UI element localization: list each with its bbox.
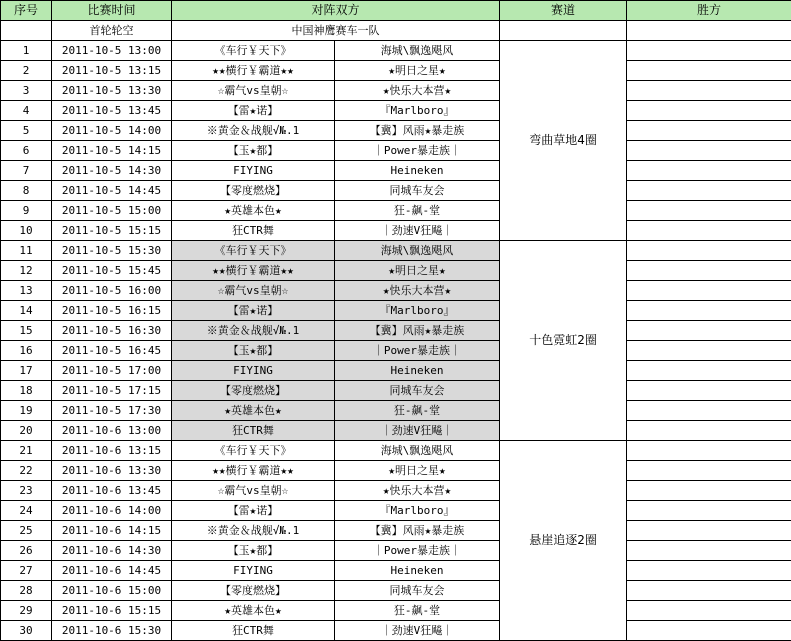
match-number: 1 <box>1 41 52 61</box>
team-a: ☆霸气vs皇朝☆ <box>172 481 335 501</box>
winner-cell[interactable] <box>627 241 791 261</box>
match-time: 2011-10-6 14:00 <box>52 501 172 521</box>
team-a: ★英雄本色★ <box>172 601 335 621</box>
winner-cell[interactable] <box>627 81 791 101</box>
header-seq: 序号 <box>1 1 52 21</box>
match-number: 21 <box>1 441 52 461</box>
team-a: ※黄金＆战舰√№.1 <box>172 321 335 341</box>
match-number: 26 <box>1 541 52 561</box>
match-number: 14 <box>1 301 52 321</box>
match-time: 2011-10-6 14:30 <box>52 541 172 561</box>
team-b: ★明日之星★ <box>335 261 500 281</box>
bye-row <box>1 21 791 41</box>
match-row <box>1 281 791 301</box>
team-a: 【玉★都】 <box>172 341 335 361</box>
match-time: 2011-10-5 16:00 <box>52 281 172 301</box>
team-b: ｜劲速V狂飚｜ <box>335 421 500 441</box>
winner-cell[interactable] <box>627 621 791 641</box>
match-row <box>1 181 791 201</box>
team-b: 海城\飘逸飓风 <box>335 41 500 61</box>
match-time: 2011-10-6 13:00 <box>52 421 172 441</box>
winner-cell[interactable] <box>627 461 791 481</box>
team-b: 『Marlboro』 <box>335 501 500 521</box>
winner-cell[interactable] <box>627 401 791 421</box>
winner-cell[interactable] <box>627 561 791 581</box>
venue-cell: 弯曲草地4圈 <box>500 41 627 241</box>
match-number: 9 <box>1 201 52 221</box>
team-a: ★英雄本色★ <box>172 201 335 221</box>
team-a: ※黄金＆战舰√№.1 <box>172 121 335 141</box>
winner-cell[interactable] <box>627 161 791 181</box>
match-time: 2011-10-5 15:45 <box>52 261 172 281</box>
team-b: ｜Power暴走族｜ <box>335 541 500 561</box>
winner-cell[interactable] <box>627 301 791 321</box>
winner-cell[interactable] <box>627 281 791 301</box>
match-time: 2011-10-6 15:15 <box>52 601 172 621</box>
team-a: ☆霸气vs皇朝☆ <box>172 281 335 301</box>
team-a: 【玉★都】 <box>172 141 335 161</box>
header-time: 比赛时间 <box>52 1 172 21</box>
venue-cell: 十色霓虹2圈 <box>500 241 627 441</box>
match-row <box>1 161 791 181</box>
match-row <box>1 541 791 561</box>
team-b: 狂-飙-堂 <box>335 401 500 421</box>
match-number: 15 <box>1 321 52 341</box>
match-number: 18 <box>1 381 52 401</box>
match-row <box>1 261 791 281</box>
winner-cell[interactable] <box>627 581 791 601</box>
team-b: ｜Power暴走族｜ <box>335 141 500 161</box>
team-b: 【冀】风雨★暴走族 <box>335 121 500 141</box>
match-time: 2011-10-5 17:00 <box>52 361 172 381</box>
team-b: 狂-飙-堂 <box>335 201 500 221</box>
winner-cell[interactable] <box>627 261 791 281</box>
match-row <box>1 521 791 541</box>
bye-winner-cell[interactable] <box>627 21 791 41</box>
match-number: 7 <box>1 161 52 181</box>
match-row <box>1 241 791 261</box>
team-a: 【零度燃烧】 <box>172 381 335 401</box>
bye-label: 首轮轮空 <box>52 21 172 41</box>
match-time: 2011-10-5 14:45 <box>52 181 172 201</box>
team-b: Heineken <box>335 561 500 581</box>
team-a: ★英雄本色★ <box>172 401 335 421</box>
match-time: 2011-10-6 13:15 <box>52 441 172 461</box>
match-number: 11 <box>1 241 52 261</box>
winner-cell[interactable] <box>627 201 791 221</box>
bye-team: 中国神鹰赛车一队 <box>172 21 500 41</box>
team-b: Heineken <box>335 161 500 181</box>
match-row <box>1 81 791 101</box>
match-row <box>1 481 791 501</box>
team-b: ★明日之星★ <box>335 461 500 481</box>
match-number: 3 <box>1 81 52 101</box>
match-number: 13 <box>1 281 52 301</box>
match-time: 2011-10-5 16:15 <box>52 301 172 321</box>
header-winner: 胜方 <box>627 1 791 21</box>
match-time: 2011-10-5 16:45 <box>52 341 172 361</box>
winner-cell[interactable] <box>627 501 791 521</box>
match-number: 25 <box>1 521 52 541</box>
team-a: ※黄金＆战舰√№.1 <box>172 521 335 541</box>
winner-cell[interactable] <box>627 61 791 81</box>
match-row <box>1 381 791 401</box>
match-time: 2011-10-5 13:00 <box>52 41 172 61</box>
team-a: ★★横行￥霸道★★ <box>172 61 335 81</box>
team-b: 同城车友会 <box>335 381 500 401</box>
match-row <box>1 121 791 141</box>
winner-cell[interactable] <box>627 381 791 401</box>
team-b: 狂-飙-堂 <box>335 601 500 621</box>
team-a: ★★横行￥霸道★★ <box>172 261 335 281</box>
match-time: 2011-10-6 15:00 <box>52 581 172 601</box>
winner-cell[interactable] <box>627 541 791 561</box>
team-a: 【零度燃烧】 <box>172 581 335 601</box>
match-number: 19 <box>1 401 52 421</box>
match-row <box>1 461 791 481</box>
winner-cell[interactable] <box>627 481 791 501</box>
match-time: 2011-10-5 14:15 <box>52 141 172 161</box>
team-b: 『Marlboro』 <box>335 101 500 121</box>
winner-cell[interactable] <box>627 601 791 621</box>
team-a: 狂CTR舞 <box>172 421 335 441</box>
match-number: 23 <box>1 481 52 501</box>
match-row <box>1 501 791 521</box>
match-row <box>1 201 791 221</box>
match-time: 2011-10-6 14:15 <box>52 521 172 541</box>
match-number: 4 <box>1 101 52 121</box>
team-b: ｜劲速V狂飚｜ <box>335 621 500 641</box>
winner-cell[interactable] <box>627 521 791 541</box>
winner-cell[interactable] <box>627 101 791 121</box>
team-a: ☆霸气vs皇朝☆ <box>172 81 335 101</box>
team-a: 【雷★诺】 <box>172 501 335 521</box>
winner-cell[interactable] <box>627 221 791 241</box>
match-time: 2011-10-5 14:00 <box>52 121 172 141</box>
match-number: 30 <box>1 621 52 641</box>
match-time: 2011-10-6 15:30 <box>52 621 172 641</box>
match-number: 17 <box>1 361 52 381</box>
match-time: 2011-10-5 17:15 <box>52 381 172 401</box>
match-row <box>1 101 791 121</box>
team-a: 【雷★诺】 <box>172 101 335 121</box>
match-time: 2011-10-6 14:45 <box>52 561 172 581</box>
match-time: 2011-10-5 14:30 <box>52 161 172 181</box>
winner-cell[interactable] <box>627 441 791 461</box>
match-number: 24 <box>1 501 52 521</box>
winner-cell[interactable] <box>627 41 791 61</box>
team-a: 狂CTR舞 <box>172 221 335 241</box>
winner-cell[interactable] <box>627 121 791 141</box>
team-a: 【玉★都】 <box>172 541 335 561</box>
team-a: 《车行￥天下》 <box>172 241 335 261</box>
match-row <box>1 561 791 581</box>
match-row <box>1 581 791 601</box>
bye-seq-cell <box>1 21 52 41</box>
match-time: 2011-10-5 17:30 <box>52 401 172 421</box>
team-b: 『Marlboro』 <box>335 301 500 321</box>
match-row <box>1 621 791 641</box>
team-a: 【零度燃烧】 <box>172 181 335 201</box>
winner-cell[interactable] <box>627 421 791 441</box>
team-b: ｜Power暴走族｜ <box>335 341 500 361</box>
match-number: 28 <box>1 581 52 601</box>
match-time: 2011-10-5 15:30 <box>52 241 172 261</box>
match-row <box>1 41 791 61</box>
team-a: 《车行￥天下》 <box>172 41 335 61</box>
team-b: ★快乐大本营★ <box>335 481 500 501</box>
team-a: 《车行￥天下》 <box>172 441 335 461</box>
team-b: ★快乐大本营★ <box>335 81 500 101</box>
winner-cell[interactable] <box>627 341 791 361</box>
match-time: 2011-10-6 13:45 <box>52 481 172 501</box>
match-row <box>1 321 791 341</box>
winner-cell[interactable] <box>627 321 791 341</box>
team-b: ★明日之星★ <box>335 61 500 81</box>
match-time: 2011-10-5 15:15 <box>52 221 172 241</box>
header-matchup: 对阵双方 <box>172 1 500 21</box>
team-a: FIYING <box>172 161 335 181</box>
team-b: 海城\飘逸飓风 <box>335 441 500 461</box>
match-number: 2 <box>1 61 52 81</box>
team-b: 同城车友会 <box>335 181 500 201</box>
team-a: FIYING <box>172 561 335 581</box>
team-b: 【冀】风雨★暴走族 <box>335 321 500 341</box>
match-row <box>1 61 791 81</box>
match-number: 10 <box>1 221 52 241</box>
match-number: 29 <box>1 601 52 621</box>
match-time: 2011-10-5 13:15 <box>52 61 172 81</box>
match-row <box>1 441 791 461</box>
bye-track-cell <box>500 21 627 41</box>
team-b: 海城\飘逸飓风 <box>335 241 500 261</box>
match-time: 2011-10-5 13:30 <box>52 81 172 101</box>
winner-cell[interactable] <box>627 141 791 161</box>
match-number: 5 <box>1 121 52 141</box>
match-time: 2011-10-5 13:45 <box>52 101 172 121</box>
match-row <box>1 421 791 441</box>
team-a: 【雷★诺】 <box>172 301 335 321</box>
team-b: 【冀】风雨★暴走族 <box>335 521 500 541</box>
team-b: 同城车友会 <box>335 581 500 601</box>
match-row <box>1 341 791 361</box>
team-a: FIYING <box>172 361 335 381</box>
team-b: Heineken <box>335 361 500 381</box>
header-row <box>1 1 791 21</box>
team-b: ★快乐大本营★ <box>335 281 500 301</box>
team-b: ｜劲速V狂飚｜ <box>335 221 500 241</box>
match-row <box>1 401 791 421</box>
match-number: 22 <box>1 461 52 481</box>
winner-cell[interactable] <box>627 361 791 381</box>
header-track: 赛道 <box>500 1 627 21</box>
team-a: ★★横行￥霸道★★ <box>172 461 335 481</box>
match-row <box>1 221 791 241</box>
venue-cell: 悬崖追逐2圈 <box>500 441 627 641</box>
match-number: 16 <box>1 341 52 361</box>
match-row <box>1 301 791 321</box>
match-time: 2011-10-5 16:30 <box>52 321 172 341</box>
match-number: 8 <box>1 181 52 201</box>
match-row <box>1 361 791 381</box>
match-row <box>1 601 791 621</box>
match-number: 20 <box>1 421 52 441</box>
match-time: 2011-10-6 13:30 <box>52 461 172 481</box>
match-number: 12 <box>1 261 52 281</box>
match-time: 2011-10-5 15:00 <box>52 201 172 221</box>
match-number: 6 <box>1 141 52 161</box>
winner-cell[interactable] <box>627 181 791 201</box>
match-row <box>1 141 791 161</box>
team-a: 狂CTR舞 <box>172 621 335 641</box>
match-number: 27 <box>1 561 52 581</box>
